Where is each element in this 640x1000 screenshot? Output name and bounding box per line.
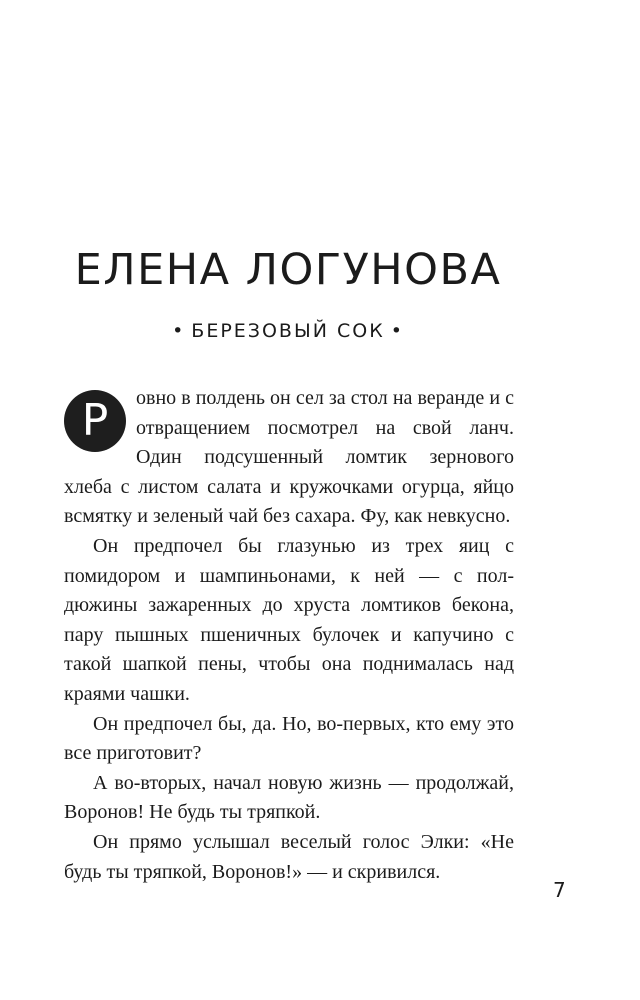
author-name: ЕЛЕНА ЛОГУНОВА	[74, 245, 502, 295]
story-title-text: БЕРЕЗОВЫЙ СОК	[191, 320, 385, 342]
page-number: 7	[553, 878, 566, 902]
story-title	[0, 316, 576, 346]
paragraph-2: Он предпочел бы глазунью из трех яиц с помидором и шампиньонами, к ней — с полдюжины зажаренных до хруста ломтиков бекона, пару пышных пшеничных булочек и капучино с такой шапкой пены, чтобы она поднималась над краями чашки.	[64, 534, 514, 705]
drop-cap: Р	[64, 390, 126, 452]
paragraph-1	[64, 384, 514, 532]
bullet-left-icon: •	[172, 320, 186, 342]
paragraph-3: Он предпочел бы, да. Но, во-первых, кто ему это все приготовит?	[64, 712, 514, 765]
paragraph-5: Он прямо услышал веселый голос Элки: «Не будь ты тряпкой, Воронов!» — и скривился.	[64, 830, 514, 883]
bullet-right-icon: •	[390, 320, 404, 342]
paragraph-1-text: овно в полдень он сел за стол на веранде и с отвращением посмотрел на свой ланч. Один подсушенный ломтик зернового хлеба с листом салата и кружочками огурца, яйцо всмятку и зеленый чай без сахара. Фу, как невкусно.	[64, 387, 514, 528]
story-body	[64, 384, 514, 887]
paragraph-4: А во-вторых, начал новую жизнь — продолжай, Воронов! Не будь ты тряпкой.	[64, 771, 514, 824]
